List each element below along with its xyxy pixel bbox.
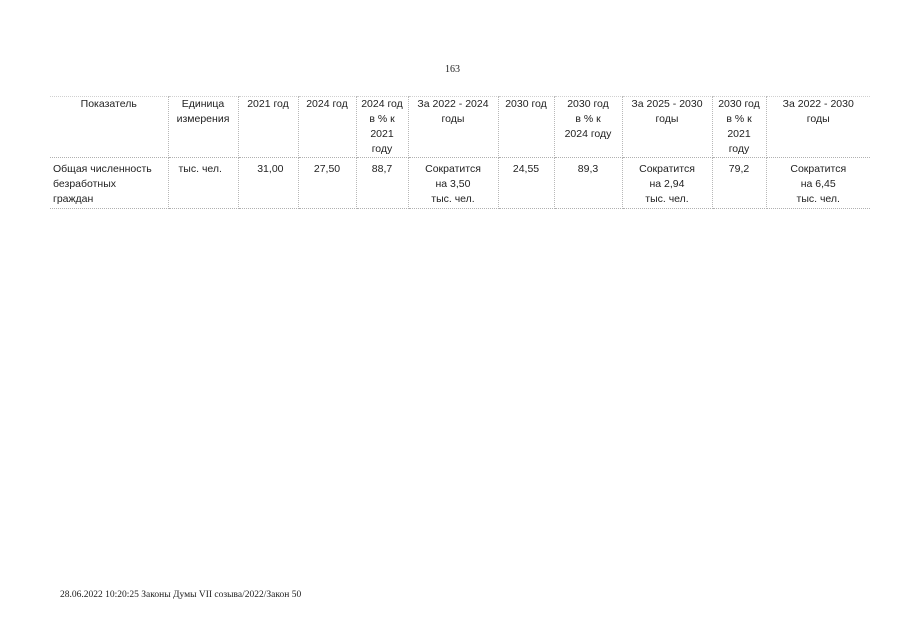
header-2024: 2024 год	[298, 97, 356, 158]
table-header-row	[50, 97, 870, 158]
cell-2021: 31,00	[238, 158, 298, 209]
cell-unit: тыс. чел.	[168, 158, 238, 209]
page-number: 163	[445, 64, 460, 75]
cell-change-2025-2030: Сократится на 2,94 тыс. чел.	[622, 158, 712, 209]
cell-2030-pct-2021: 79,2	[712, 158, 766, 209]
cell-change-2022-2024: Сократится на 3,50 тыс. чел.	[408, 158, 498, 209]
header-change-2022-2024: За 2022 - 2024 годы	[408, 97, 498, 158]
header-change-2025-2030: За 2025 - 2030 годы	[622, 97, 712, 158]
cell-2030-pct-2024: 89,3	[554, 158, 622, 209]
indicator-table	[50, 96, 870, 209]
header-2030: 2030 год	[498, 97, 554, 158]
cell-change-2022-2030: Сократится на 6,45 тыс. чел.	[766, 158, 870, 209]
cell-2024: 27,50	[298, 158, 356, 209]
header-2030-pct-2021: 2030 год в % к 2021 году	[712, 97, 766, 158]
cell-2030: 24,55	[498, 158, 554, 209]
header-unit: Единица измерения	[168, 97, 238, 158]
cell-2024-pct-2021: 88,7	[356, 158, 408, 209]
cell-indicator: Общая численность безработных граждан	[50, 158, 168, 209]
header-2024-pct-2021: 2024 год в % к 2021 году	[356, 97, 408, 158]
table-row	[50, 158, 870, 209]
header-2030-pct-2024: 2030 год в % к 2024 году	[554, 97, 622, 158]
document-footer: 28.06.2022 10:20:25 Законы Думы VII созыва/2022/Закон 50	[60, 590, 302, 600]
header-indicator: Показатель	[50, 97, 168, 158]
header-2021: 2021 год	[238, 97, 298, 158]
header-change-2022-2030: За 2022 - 2030 годы	[766, 97, 870, 158]
